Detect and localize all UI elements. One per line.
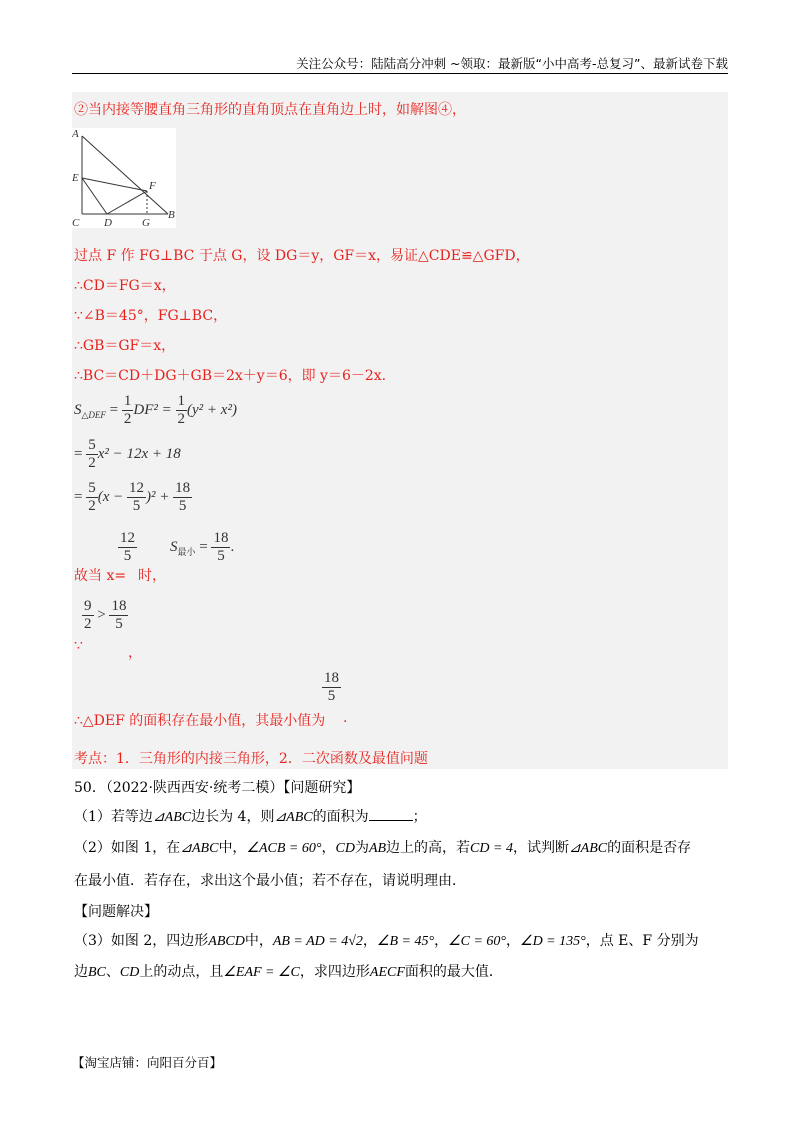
label-e: E [72, 172, 79, 184]
label-d: D [104, 217, 112, 228]
x-minimum-value: $\frac{12}{5}$ [120, 530, 135, 564]
label-b: B [168, 209, 175, 221]
final-period: . [343, 710, 348, 726]
question-3-line-1: （3）如图 2，四边形ABCD中，AB = AD = 4√2，∠B = 45°，∠C = 60°，∠D = 135°，点 E、F 分别为 [74, 933, 699, 949]
answer-blank [369, 808, 413, 821]
solution-figure-4 [72, 128, 176, 228]
label-f: F [149, 180, 156, 192]
final-min-value: $\frac{18}{5}$ [324, 670, 339, 704]
problem-number: 50．（2022·陕西西安·统考二模）【问题研究】 [74, 780, 361, 796]
because-comma: ， [128, 645, 142, 661]
page-footer: 【淘宝店铺：向阳百分百】 [72, 1055, 223, 1070]
conclusion-prefix: 故当 x= [74, 568, 127, 584]
solution-step-5: ∴BC＝CD＋DG＋GB＝2x＋y＝6，即 y＝6－2x. [74, 368, 387, 384]
question-2-line-1: （2）如图 1，在⊿ABC中，∠ACB = 60°，CD为AB边上的高，若CD = 4，试判断⊿ABC的面积是否存 [74, 840, 692, 856]
page-header: 关注公众号：陆陆高分冲刺 ~领取：最新版“小中高考-总复习”、最新试卷下载 [296, 56, 728, 71]
triangle-diagram [72, 128, 176, 228]
header-divider [72, 73, 728, 74]
equation-expanded: = $\frac{5}{2}$ x² − 12x + 18 [74, 437, 181, 471]
because-symbol: ∵ [74, 638, 83, 654]
question-1: （1）若等边⊿ABC边长为 4，则⊿ABC的面积为 ； [74, 809, 427, 825]
final-conclusion: ∴△DEF 的面积存在最小值，其最小值为 [74, 713, 326, 729]
label-a: A [72, 128, 79, 140]
equation-area: $S_{\triangle DEF}$ = $\frac{1}{2}$ DF² = $\frac{1}{2}$ (y² + x²) [74, 393, 237, 427]
solution-step-4: ∴GB＝GF＝x， [74, 338, 176, 354]
question-2-line-2: 在最小值．若存在，求出这个最小值；若不存在，请说明理由． [74, 873, 466, 889]
kaodian-line: 考点：1．三角形的内接三角形，2．二次函数及最值问题 [74, 751, 428, 767]
section-heading-solve: 【问题解决】 [74, 904, 158, 920]
label-g: G [142, 217, 150, 228]
s-minimum-value: $S_{最小}$ = $\frac{18}{5}$ . [170, 530, 235, 564]
comparison: $\frac{9}{2}$ > $\frac{18}{5}$ [84, 598, 127, 632]
solution-step-1: 过点 F 作 FG⊥BC 于点 G，设 DG＝y，GF＝x，易证△CDE≌△GFD， [74, 248, 530, 264]
label-c: C [72, 217, 80, 228]
equation-vertex-form: = $\frac{5}{2}$ (x − $\frac{12}{5}$ )² + $\frac{18}{5}$ [74, 480, 191, 514]
conclusion-suffix: 时， [138, 568, 166, 584]
solution-step-2: ∴CD＝FG＝x， [74, 278, 176, 294]
question-3-line-2: 边BC、CD上的动点，且∠EAF = ∠C，求四边形AECF面积的最大值． [74, 964, 503, 980]
solution-step-3: ∵∠B＝45°，FG⊥BC， [74, 308, 228, 324]
case-heading: ②当内接等腰直角三角形的直角顶点在直角边上时，如解图④， [74, 102, 466, 118]
